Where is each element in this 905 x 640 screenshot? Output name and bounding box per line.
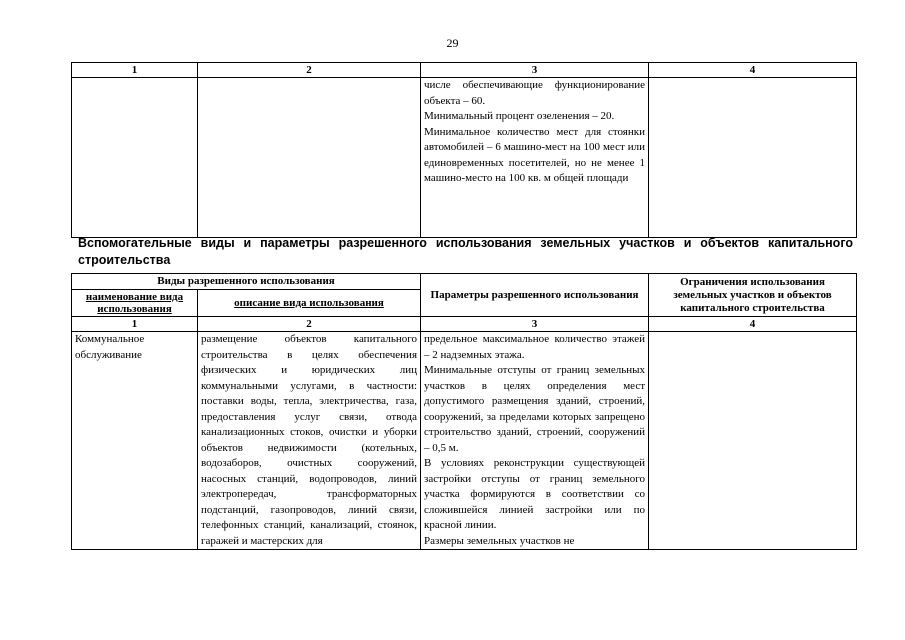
- table-auxiliary-uses: [71, 273, 857, 550]
- column-number-row: [72, 317, 857, 332]
- params-line-3: В условиях реконструкции существующей застройки отступы от границ земельного участка формируются в соответствии со сложившейся линией застройки или по красной линии.: [424, 457, 646, 531]
- params-line-2: Минимальный процент озеленения – 20.: [424, 110, 615, 122]
- section-heading: Вспомогательные виды и параметры разрешенного использования земельных участков и объектов капитального строительства: [78, 236, 853, 267]
- header-row-top: [72, 274, 857, 290]
- params-line-4: Размеры земельных участков не: [424, 534, 575, 547]
- params-line-3: Минимальное количество мест для стоянки автомобилей – 6 машино-мест на 100 мест или единовременных посетителей, но не менее 1 машино-место на 100 кв. м общей площади: [424, 125, 645, 184]
- col-number-3: 3: [421, 63, 649, 78]
- cell-use-description: размещение объектов капитального строительства в целях обеспечения физических и юридических лиц коммунальными услугами, в частности: поставки воды, тепла, электричества, газа, предоставления услуг связи, отвода канализационных стоков, очистки и уборки объектов недвижимости (котельных, водозаборов, очистных сооружений, насосных станций, водопроводов, линий электропередач, трансформаторных подстанций, газопроводов, линий связи, телефонных станций, канализаций, стоянок, гаражей и мастерских для: [198, 332, 421, 550]
- table-continued: [71, 62, 857, 238]
- page-number: 29: [446, 36, 459, 50]
- cell-c1: [72, 78, 198, 238]
- params-line-1: предельное максимальное количество этажей – 2 надземных этажа.: [424, 333, 646, 361]
- cell-c4: [649, 78, 857, 238]
- cell-use-params: [421, 332, 649, 550]
- header-permitted-uses: Виды разрешенного использования: [72, 274, 421, 290]
- params-line-1: числе обеспечивающие функционирование объекта – 60.: [424, 79, 645, 107]
- cell-c2: [198, 78, 421, 238]
- header-description: описание вида использования: [198, 290, 421, 317]
- header-params: Параметры разрешенного использования: [421, 274, 649, 317]
- params-line-2: Минимальные отступы от границ земельных участков в целях определения мест допустимого размещения зданий, строений, сооружений, за пределами которых запрещено строительство зданий, строений, сооружений – 0,5 м.: [424, 364, 646, 454]
- table-row: [72, 78, 857, 238]
- header-restrictions: Ограничения использования земельных участков и объектов капитального строительства: [649, 274, 857, 317]
- cell-use-restrictions: [649, 332, 857, 550]
- col-number-4: 4: [649, 63, 857, 78]
- col-number-2: 2: [198, 63, 421, 78]
- header-name: наименование вида использования: [72, 290, 198, 317]
- cell-params: [421, 78, 649, 238]
- col-number-1: 1: [72, 317, 198, 332]
- col-number-1: 1: [72, 63, 198, 78]
- col-number-4: 4: [649, 317, 857, 332]
- table-row: [72, 332, 857, 550]
- column-number-row: [72, 63, 857, 78]
- col-number-3: 3: [421, 317, 649, 332]
- cell-use-name: Коммунальное обслуживание: [72, 332, 198, 550]
- col-number-2: 2: [198, 317, 421, 332]
